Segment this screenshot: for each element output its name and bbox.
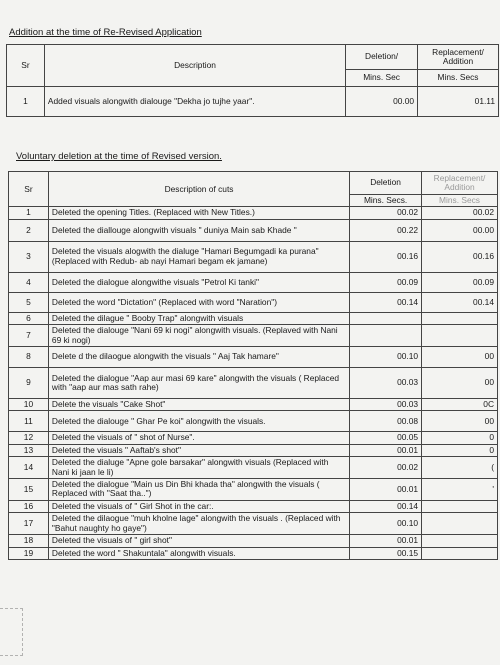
row-sr: 15 xyxy=(9,479,49,501)
re-revised-table xyxy=(6,44,499,117)
row-deletion: 00.01 xyxy=(350,535,422,547)
row-replacement: 00.02 xyxy=(422,207,498,219)
row-deletion: 00.16 xyxy=(350,241,422,272)
row-deletion xyxy=(350,325,422,347)
table-header-row xyxy=(9,172,498,195)
row-deletion: 00.14 xyxy=(350,500,422,512)
row-sr: 6 xyxy=(9,312,49,324)
row-replacement: 00 xyxy=(422,411,498,432)
replacement-unit: Mins. Secs xyxy=(418,70,499,87)
row-replacement: 00 xyxy=(422,368,498,399)
sr-header: Sr xyxy=(7,45,45,87)
replacement-unit: Mins. Secs xyxy=(422,195,498,207)
row-description: Deleted the word "Dictation" (Replaced with word "Naration") xyxy=(48,292,349,312)
row-deletion xyxy=(350,312,422,324)
sr-header: Sr xyxy=(9,172,49,207)
deletion-header: Deletion xyxy=(350,172,422,195)
row-description: Deleted the opening Titles. (Replaced with New Titles.) xyxy=(48,207,349,219)
table-row xyxy=(9,207,498,219)
row-replacement xyxy=(422,325,498,347)
stamp-mark xyxy=(0,608,23,656)
table-row xyxy=(9,411,498,432)
voluntary-deletion-table xyxy=(8,171,498,560)
section2-heading: Voluntary deletion at the time of Revised version. xyxy=(16,151,222,162)
description-header: Description of cuts xyxy=(48,172,349,207)
row-deletion: 00.22 xyxy=(350,219,422,241)
row-replacement xyxy=(422,547,498,559)
description-header: Description xyxy=(44,45,345,87)
replacement-header: Replacement/ Addition xyxy=(418,45,499,70)
row-replacement: 00.00 xyxy=(422,219,498,241)
row-deletion: 00.02 xyxy=(350,207,422,219)
row-description: Delete d the dilaogue alongwith the visuals " Aaj Tak hamare" xyxy=(48,347,349,368)
table-row xyxy=(9,312,498,324)
section1-heading: Addition at the time of Re-Revised Application xyxy=(9,27,202,38)
table-row xyxy=(9,535,498,547)
row-sr: 13 xyxy=(9,444,49,456)
row-replacement: 0C xyxy=(422,399,498,411)
row-deletion: 00.03 xyxy=(350,368,422,399)
row-deletion: 00.15 xyxy=(350,547,422,559)
row-description: Deleted the dialouge "Nani 69 ki nogi" alongwith visuals. (Replaved with Nani 69 ki nogi) xyxy=(48,325,349,347)
row-sr: 17 xyxy=(9,513,49,535)
row-replacement xyxy=(422,513,498,535)
row-description: Deleted the dialouge " Ghar Pe koi" alongwith the visuals. xyxy=(48,411,349,432)
row-description: Deleted the visuals alogwith the dialuge "Hamari Begumgadi ka purana" (Replaced with Redub- ab nayi Hamari begam ek jamane) xyxy=(48,241,349,272)
row-description: Delete the visuals "Cake Shot" xyxy=(48,399,349,411)
table-body xyxy=(9,207,498,560)
table-row xyxy=(9,399,498,411)
row-replacement xyxy=(422,535,498,547)
row-description: Deleted the visuals of " Girl Shot in the car:. xyxy=(48,500,349,512)
row-deletion: 00.09 xyxy=(350,272,422,292)
table-row xyxy=(9,325,498,347)
table-row xyxy=(9,292,498,312)
row-replacement: 00 xyxy=(422,347,498,368)
row-replacement: 01.11 xyxy=(418,87,499,117)
table-row xyxy=(9,444,498,456)
row-replacement: ' xyxy=(422,479,498,501)
row-description: Added visuals alongwith dialouge "Dekha jo tujhe yaar". xyxy=(44,87,345,117)
row-description: Deleted the visuals " Aaftab's shot" xyxy=(48,444,349,456)
table-row xyxy=(9,241,498,272)
row-sr: 16 xyxy=(9,500,49,512)
row-sr: 1 xyxy=(9,207,49,219)
row-replacement xyxy=(422,312,498,324)
row-replacement: 0 xyxy=(422,432,498,444)
deletion-unit: Mins. Sec xyxy=(346,70,418,87)
table-row xyxy=(9,479,498,501)
row-description: Deleted the dialogue alongwithe visuals "Petrol Ki tanki" xyxy=(48,272,349,292)
row-description: Deleted the dilaogue "muh kholne lage" alongwith the visuals . (Replaced with "Bahut naughty ho gaye") xyxy=(48,513,349,535)
row-replacement xyxy=(422,500,498,512)
row-sr: 9 xyxy=(9,368,49,399)
deletion-header: Deletion/ xyxy=(346,45,418,70)
row-deletion: 00.01 xyxy=(350,444,422,456)
row-sr: 1 xyxy=(7,87,45,117)
row-sr: 4 xyxy=(9,272,49,292)
row-deletion: 00.14 xyxy=(350,292,422,312)
row-replacement: 00.16 xyxy=(422,241,498,272)
row-replacement: 00.14 xyxy=(422,292,498,312)
deletion-unit: Mins. Secs. xyxy=(350,195,422,207)
row-sr: 12 xyxy=(9,432,49,444)
row-description: Deleted the dialogue "Main us Din Bhi khada tha" alongwith the visuals ( Replaced with "Saat tha..") xyxy=(48,479,349,501)
row-description: Deleted the visuals of " shot of Nurse". xyxy=(48,432,349,444)
row-deletion: 00.03 xyxy=(350,399,422,411)
row-description: Deleted the dialogue "Aap aur masi 69 kare" alongwith the visuals ( Replaced with "aap aur mas sath rahe) xyxy=(48,368,349,399)
table-row xyxy=(9,500,498,512)
table-row xyxy=(7,87,499,117)
row-description: Deleted the word " Shakuntala" alongwith visuals. xyxy=(48,547,349,559)
table-row xyxy=(9,432,498,444)
row-description: Deleted the dilague " Booby Trap" alongwith visuals xyxy=(48,312,349,324)
row-sr: 18 xyxy=(9,535,49,547)
table-row xyxy=(9,347,498,368)
table-row xyxy=(9,513,498,535)
row-replacement: ( xyxy=(422,457,498,479)
row-replacement: 00.09 xyxy=(422,272,498,292)
row-deletion: 00.05 xyxy=(350,432,422,444)
row-deletion: 00.00 xyxy=(346,87,418,117)
row-deletion: 00.01 xyxy=(350,479,422,501)
row-deletion: 00.02 xyxy=(350,457,422,479)
row-sr: 8 xyxy=(9,347,49,368)
table-row xyxy=(9,368,498,399)
row-deletion: 00.08 xyxy=(350,411,422,432)
row-deletion: 00.10 xyxy=(350,347,422,368)
row-deletion: 00.10 xyxy=(350,513,422,535)
row-sr: 10 xyxy=(9,399,49,411)
row-sr: 2 xyxy=(9,219,49,241)
row-sr: 11 xyxy=(9,411,49,432)
row-sr: 5 xyxy=(9,292,49,312)
row-replacement: 0 xyxy=(422,444,498,456)
table-header-row xyxy=(7,45,499,70)
row-sr: 7 xyxy=(9,325,49,347)
table-row xyxy=(9,272,498,292)
row-sr: 3 xyxy=(9,241,49,272)
replacement-header: Replacement/ Addition xyxy=(422,172,498,195)
table-row xyxy=(9,219,498,241)
row-sr: 19 xyxy=(9,547,49,559)
row-description: Deleted the dialuge "Apne gole barsakar" alongwith visuals (Replaced with Nani ki jaan le li) xyxy=(48,457,349,479)
table-row xyxy=(9,547,498,559)
table-row xyxy=(9,457,498,479)
row-description: Deleted the diallouge alongwith visuals " duniya Main sab Khade " xyxy=(48,219,349,241)
row-sr: 14 xyxy=(9,457,49,479)
row-description: Deleted the visuals of " girl shot" xyxy=(48,535,349,547)
